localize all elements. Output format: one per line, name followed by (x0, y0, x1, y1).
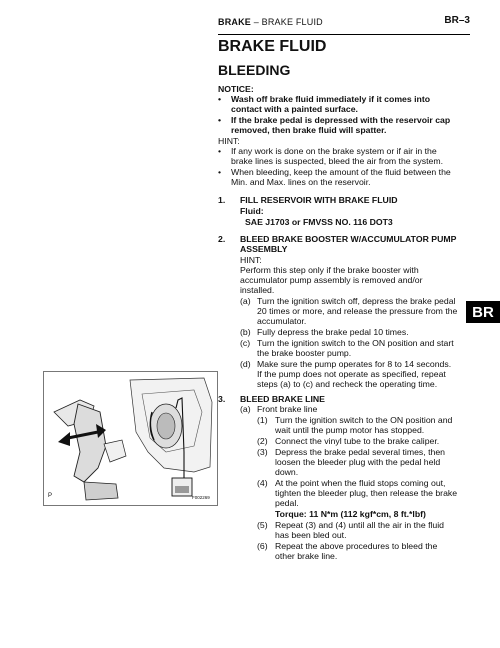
step-2-hint-line-2: accumulator pump assembly is removed and/or (240, 275, 423, 285)
step-3-1-line-2: wait until the pump motor has stopped. (275, 425, 425, 435)
step-2-hint-line-3: installed. (240, 285, 275, 295)
running-header (218, 17, 323, 27)
header-subsection: BRAKE FLUID (261, 17, 323, 27)
page-number: BR–3 (444, 15, 470, 26)
notice-label: NOTICE: (218, 84, 254, 94)
step-3-4-line-1: At the point when the fluid stops coming out, (275, 478, 446, 488)
step-2c-label: (c) (240, 338, 251, 348)
step-3-6-line-2: other brake line. (275, 551, 338, 561)
notice-item-2-line-1: If the brake pedal is depressed with the reservoir cap (231, 115, 451, 125)
fluid-label: Fluid: (240, 206, 264, 216)
figure-code: F002269 (192, 495, 210, 500)
notice-item-1-line-2: contact with a painted surface. (231, 104, 358, 114)
step-3-3-line-2: loosen the bleeder plug with the pedal held (275, 457, 441, 467)
notice-item-2-line-2: removed, then brake fluid will spatter. (231, 125, 387, 135)
step-2-title-line-2: ASSEMBLY (240, 244, 288, 254)
step-3-3-label: (3) (257, 447, 268, 457)
step-2-title-line-1: BLEED BRAKE BOOSTER W/ACCUMULATOR PUMP (240, 234, 457, 244)
step-2a-label: (a) (240, 296, 251, 306)
step-3-1-label: (1) (257, 415, 268, 425)
hint-item-2-line-1: When bleeding, keep the amount of the fluid between the (231, 167, 451, 177)
header-section: BRAKE (218, 17, 252, 27)
step-2-number: 2. (218, 234, 226, 244)
hint-bullet-1: • (218, 146, 222, 156)
step-3-5-label: (5) (257, 520, 268, 530)
step-3-6-line-1: Repeat the above procedures to bleed the (275, 541, 438, 551)
illustration-drawing (44, 372, 217, 505)
step-2-hint-line-1: Perform this step only if the brake booster with (240, 265, 419, 275)
page-title: BRAKE FLUID (218, 38, 327, 55)
step-3a-label: (a) (240, 404, 251, 414)
notice-bullet-2: • (218, 115, 222, 125)
step-2c-line-1: Turn the ignition switch to the ON position and start (257, 338, 454, 348)
step-2d-line-3: steps (a) to (c) and recheck the operating time. (257, 379, 438, 389)
step-2a-line-3: accumulator. (257, 316, 307, 326)
hint-item-1-line-2: brake lines is suspected, bleed the air from the system. (231, 156, 443, 166)
step-1-title: FILL RESERVOIR WITH BRAKE FLUID (240, 195, 398, 205)
hint-label: HINT: (218, 136, 240, 146)
hint-bullet-2: • (218, 167, 222, 177)
step-2-hint-label: HINT: (240, 255, 262, 265)
notice-item-1-line-1: Wash off brake fluid immediately if it comes into (231, 94, 431, 104)
step-2b-label: (b) (240, 327, 251, 337)
step-3-3-line-1: Depress the brake pedal several times, then (275, 447, 445, 457)
section-subtitle: BLEEDING (218, 62, 291, 78)
step-3-4-line-2: tighten the bleeder plug, then release the brake (275, 488, 458, 498)
step-2a-line-1: Turn the ignition switch off, depress the brake pedal (257, 296, 456, 306)
step-1-number: 1. (218, 195, 226, 205)
step-2c-line-2: the brake booster pump. (257, 348, 352, 358)
brake-bleeding-illustration (43, 371, 218, 506)
section-tab: BR (466, 301, 500, 323)
step-3-5-line-2: has been bled out. (275, 530, 347, 540)
notice-bullet-1: • (218, 94, 222, 104)
step-2d-line-2: If the pump does not operate as specified, repeat (257, 369, 446, 379)
step-3-1-line-1: Turn the ignition switch to the ON position and (275, 415, 453, 425)
step-3-4-label: (4) (257, 478, 268, 488)
step-2d-label: (d) (240, 359, 251, 369)
step-2a-line-2: 20 times or more, and release the pressure from the (257, 306, 458, 316)
step-3-3-line-3: down. (275, 467, 299, 477)
hint-item-2-line-2: Min. and Max. lines on the reservoir. (231, 177, 371, 187)
step-3-2-label: (2) (257, 436, 268, 446)
step-3-title: BLEED BRAKE LINE (240, 394, 325, 404)
torque-spec: Torque: 11 N*m (112 kgf*cm, 8 ft.*lbf) (275, 509, 426, 519)
fluid-value: SAE J1703 or FMVSS NO. 116 DOT3 (245, 217, 393, 227)
header-separator: – (253, 17, 259, 27)
step-3-2-line-1: Connect the vinyl tube to the brake caliper. (275, 436, 440, 446)
hint-item-1-line-1: If any work is done on the brake system or if air in the (231, 146, 437, 156)
figure-corner-letter: P (48, 493, 53, 499)
step-3-5-line-1: Repeat (3) and (4) until all the air in the fluid (275, 520, 445, 530)
step-3a-text: Front brake line (257, 404, 318, 414)
step-3-6-label: (6) (257, 541, 268, 551)
step-3-4-line-3: pedal. (275, 498, 299, 508)
header-rule (218, 34, 470, 35)
step-3-number: 3. (218, 394, 226, 404)
step-2d-line-1: Make sure the pump operates for 8 to 14 seconds. (257, 359, 452, 369)
step-2b-line-1: Fully depress the brake pedal 10 times. (257, 327, 409, 337)
